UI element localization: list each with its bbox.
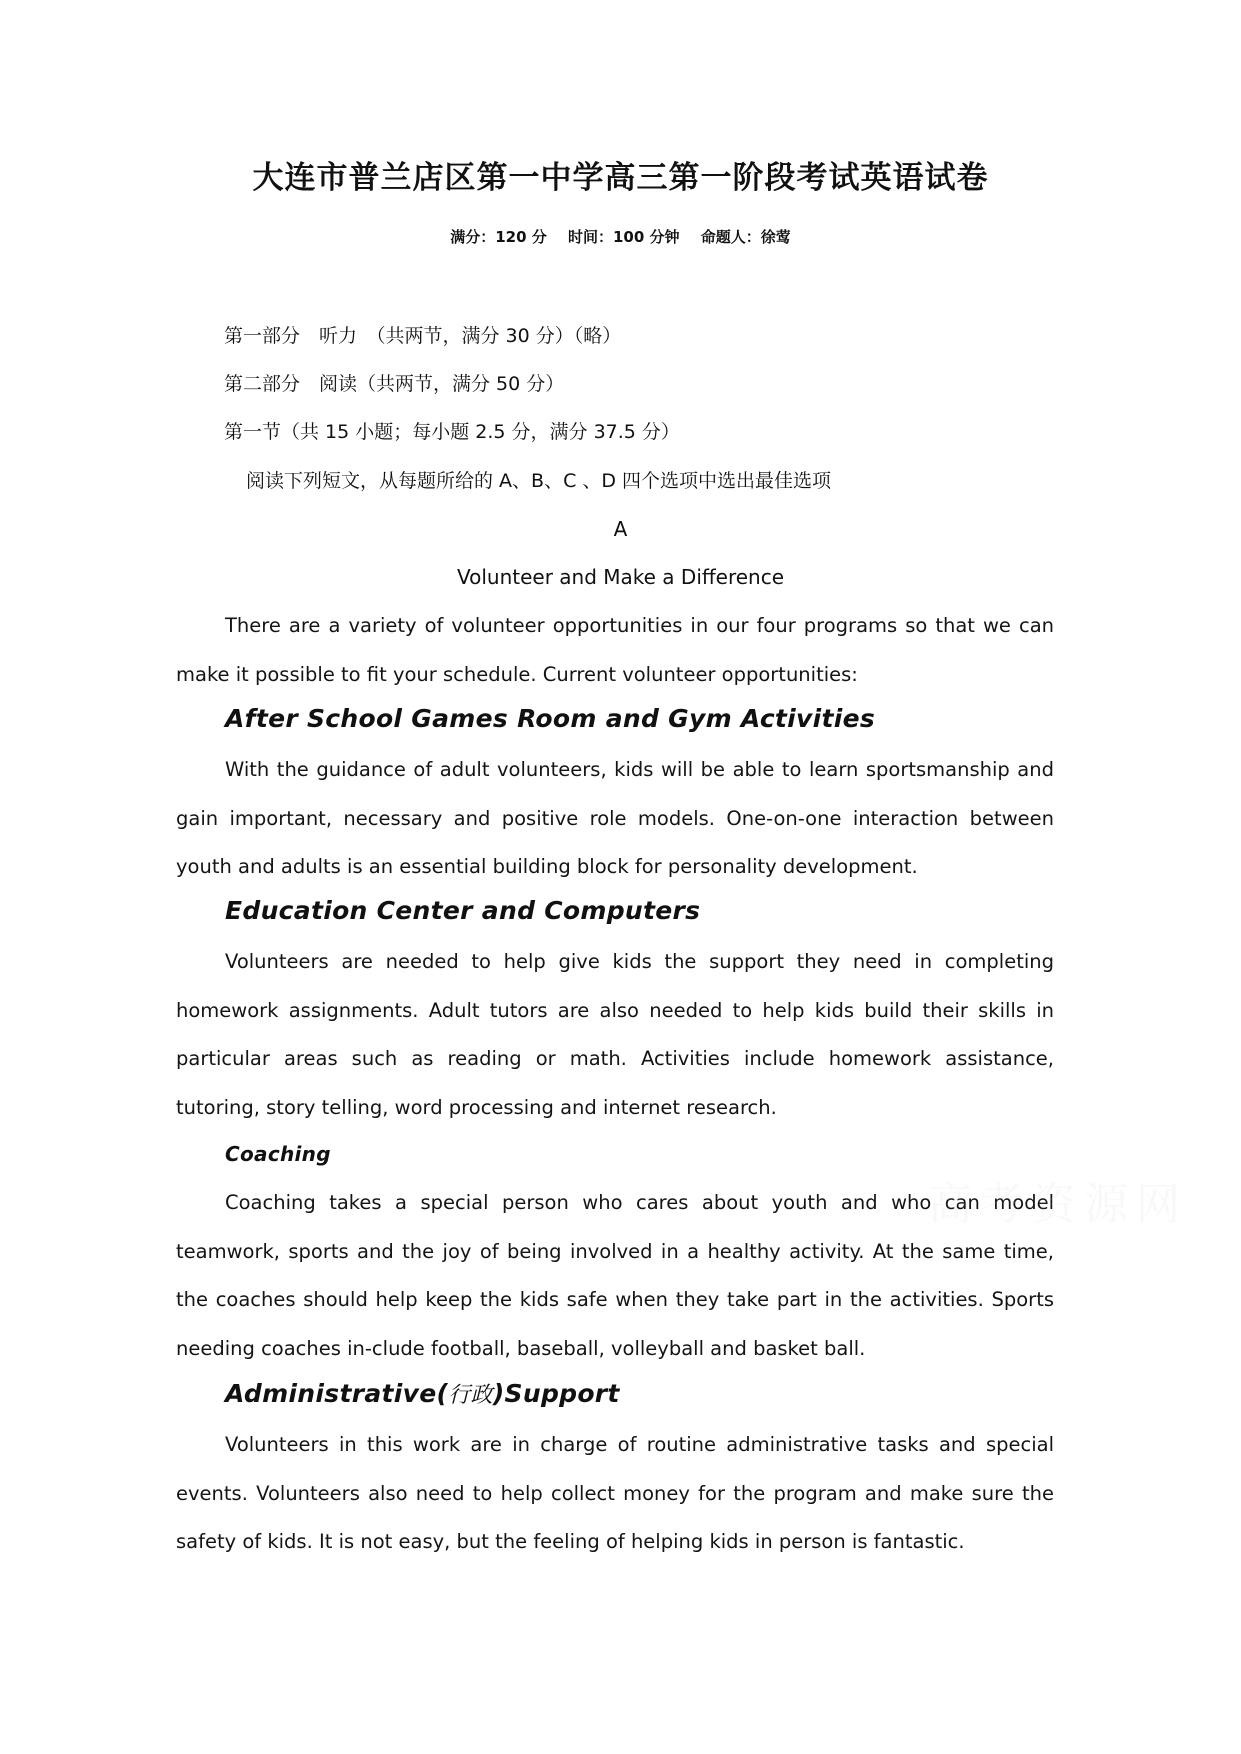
program-text: Coaching takes a special person who cares about youth and who can model teamwork, sports and the joy of being involved in a healthy activity. At the same time, the coaches should help keep the kids safe when they take part in the activities. Sports needing coaches in-clude football, baseball, volleyball and basket ball. xyxy=(176,1191,1054,1360)
passage-label: A xyxy=(613,517,628,541)
exam-title: 大连市普兰店区第一中学高三第一阶段考试英语试卷 xyxy=(252,160,989,196)
program-heading: After School Games Room and Gym Activities xyxy=(225,704,876,733)
program-text: With the guidance of adult volunteers, kids will be able to learn sportsmanship and gain important, necessary and positive role models. One-on-one interaction between youth and adults is an essential building block for personality development. xyxy=(176,758,1054,878)
part1-heading: 第一部分 听力 （共两节，满分 30 分）（略） xyxy=(224,325,622,347)
heading-chinese-gloss: 行政 xyxy=(448,1383,493,1408)
section1-heading: 第一节（共 15 小题；每小题 2.5 分，满分 37.5 分） xyxy=(224,421,680,443)
exam-meta xyxy=(0,226,1241,248)
passage-title: Volunteer and Make a Difference xyxy=(456,565,785,589)
instruction: 阅读下列短文，从每题所给的 A、B、C 、D 四个选项中选出最佳选项 xyxy=(246,470,832,492)
program-heading xyxy=(225,1378,620,1412)
heading-part: Administrative( xyxy=(225,1379,449,1408)
part2-heading: 第二部分 阅读（共两节，满分 50 分） xyxy=(224,373,565,395)
program-text: Volunteers in this work are in charge of routine administrative tasks and special events. Volunteers also need to help collect money for the program and make sure the safety of kids. It is not easy, but the feeling of helping kids in person is fantastic. xyxy=(176,1433,1054,1553)
full-score: 满分：120 分 xyxy=(450,228,547,246)
watermark: 高考资源网 xyxy=(928,1179,1188,1230)
program-text: Volunteers are needed to help give kids the support they need in completing homework assignments. Adult tutors are also needed to help kids build their skills in particular areas such as reading or math. Activities include homework assistance, tutoring, story telling, word processing and internet research. xyxy=(176,950,1054,1119)
author: 命题人：徐莺 xyxy=(700,228,791,246)
heading-part: )Support xyxy=(492,1379,620,1408)
program-heading: Education Center and Computers xyxy=(225,896,701,925)
passage-intro: There are a variety of volunteer opportunities in our four programs so that we can make it possible to fit your schedule. Current volunteer opportunities: xyxy=(176,614,1054,686)
time-limit: 时间：100 分钟 xyxy=(567,228,680,246)
program-heading: Coaching xyxy=(225,1142,331,1166)
